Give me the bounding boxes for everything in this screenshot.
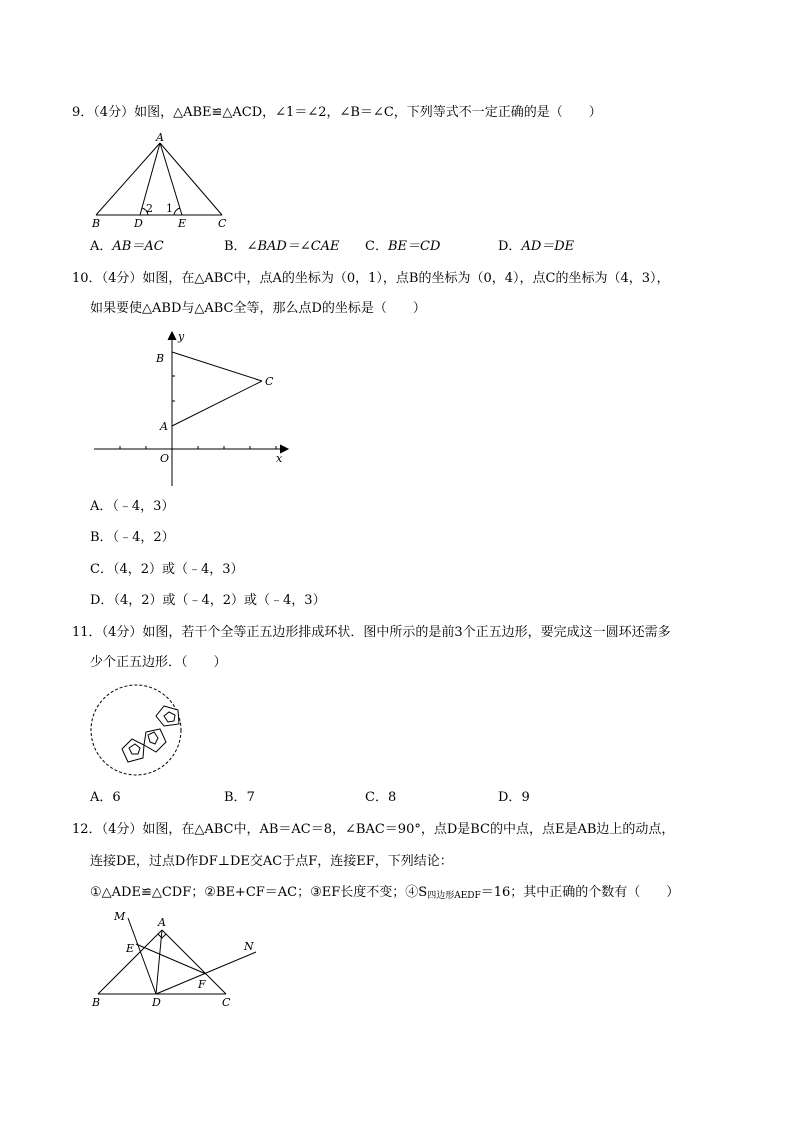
option-label: A． [90, 239, 113, 254]
q12-line-dm [128, 918, 156, 994]
question-score: （4分） [101, 625, 143, 640]
question-subscript: 四边形AEDF [427, 891, 481, 901]
q9-option-d [498, 238, 574, 256]
question-12-stem-line3 [90, 884, 679, 905]
option-text: （﹣4，3） [112, 499, 175, 514]
q10-y-arrow [168, 332, 176, 340]
question-9-stem: 9．（4分）如图，△ABE≌△ACD，∠1＝∠2，∠B＝∠C，下列等式不一定正确的是（ ） [72, 105, 602, 120]
q9-option-a [90, 238, 164, 256]
q10-option-b [90, 529, 175, 547]
q10-label-b: B [156, 352, 165, 365]
question-score: （4分） [101, 271, 143, 286]
option-label: D． [498, 239, 522, 254]
q9-figure [90, 133, 240, 233]
q9-label-a: A [156, 131, 164, 144]
option-label: B． [224, 239, 247, 254]
q12-label-c: C [222, 996, 231, 1009]
q12-label-n: N [244, 940, 254, 953]
option-text: ∠BAD＝∠CAE [246, 239, 340, 254]
q12-figure [90, 910, 270, 1010]
question-text: 如图，在△ABC中，点A的坐标为（0，1），点B的坐标为（0，4），点C的坐标为（4，3）， [142, 271, 670, 286]
question-score: （4分） [93, 105, 135, 120]
q10-side-bc [172, 352, 262, 381]
option-label: D． [498, 790, 522, 805]
q10-label-x: x [276, 452, 283, 465]
q11-option-d [498, 789, 530, 807]
question-12-stem-line2 [90, 853, 453, 871]
q9-label-d: D [134, 217, 143, 230]
q12-label-f: F [198, 978, 206, 991]
q10-option-d [90, 592, 326, 610]
q11-pentagon [122, 739, 144, 762]
question-10-stem-line2 [90, 300, 426, 318]
q10-label-c: C [265, 375, 274, 388]
option-text: BE＝CD [387, 239, 441, 254]
q10-label-o: O [160, 452, 170, 465]
option-label: B． [90, 530, 113, 545]
question-number: 12 [72, 822, 89, 837]
option-label: C． [365, 239, 388, 254]
q12-line-dn [156, 952, 256, 994]
question-number: 11 [72, 625, 89, 640]
option-label: A． [90, 790, 113, 805]
option-text: 8 [387, 790, 397, 805]
q10-option-a [90, 498, 174, 516]
option-text: 7 [246, 790, 255, 805]
option-label: D． [90, 593, 114, 608]
option-text: 6 [112, 790, 121, 805]
q11-pentagon [144, 729, 166, 752]
q10-side-ac [172, 381, 262, 426]
option-text: 9 [521, 790, 530, 805]
question-10-stem-line1: 10．（4分）如图，在△ABC中，点A的坐标为（0，1），点B的坐标为（0，4），点C的坐标为（4，3）， [72, 271, 670, 286]
option-text: （4，2）或（﹣4，3） [112, 562, 244, 577]
question-text: 如图，△ABE≌△ACD，∠1＝∠2，∠B＝∠C，下列等式不一定正确的是（ ） [134, 105, 602, 120]
q12-label-e: E [126, 942, 135, 955]
q9-label-e: E [178, 217, 187, 230]
question-score: （4分） [101, 822, 143, 837]
q12-segment-ad [156, 930, 162, 994]
q10-coordinate-figure [90, 328, 300, 488]
option-text: AD＝DE [521, 239, 575, 254]
question-text: 少个正五边形．（ ） [90, 655, 227, 670]
option-text: AB＝AC [112, 239, 164, 254]
q12-side-ac [162, 930, 226, 994]
question-number: 9 [72, 105, 81, 120]
question-text: ①△ADE≌△CDF；②BE+CF＝AC；③EF长度不变；④S [90, 885, 428, 900]
q12-label-a: A [158, 916, 166, 929]
q11-option-c [365, 789, 396, 807]
q9-label-b: B [92, 217, 101, 230]
q10-label-a: A [160, 420, 168, 433]
question-number: 10 [72, 271, 89, 286]
question-text: 如果要使△ABD与△ABC全等，那么点D的坐标是（ ） [90, 301, 426, 316]
q9-option-b [224, 238, 340, 256]
q11-option-a [90, 789, 121, 807]
q11-dashed-circle [91, 685, 181, 775]
question-12-stem-line1: 12．（4分）如图，在△ABC中，AB＝AC＝8，∠BAC＝90°，点D是BC的中点，点E是AB边上的动点， [72, 822, 675, 837]
option-text: （4，2）或（﹣4，2）或（﹣4，3） [113, 593, 326, 608]
q11-pentagon-ring-figure [86, 682, 196, 782]
q9-option-c [365, 238, 440, 256]
q9-label-c: C [218, 217, 227, 230]
question-11-stem-line2 [90, 654, 227, 672]
question-text: 如图，在△ABC中，AB＝AC＝8，∠BAC＝90°，点D是BC的中点，点E是AB边上的动点， [142, 822, 675, 837]
q10-option-c [90, 561, 244, 579]
option-text: （﹣4，2） [112, 530, 175, 545]
option-label: B． [224, 790, 247, 805]
q11-option-b [224, 789, 255, 807]
question-text: 如图，若干个全等正五边形排成环状．图中所示的是前3个正五边形，要完成这一圆环还需多 [142, 625, 671, 640]
q9-angle-1-arc [174, 208, 180, 215]
question-11-stem-line1: 11．（4分）如图，若干个全等正五边形排成环状．图中所示的是前3个正五边形，要完成这一圆环还需多 [72, 625, 671, 640]
question-text: 连接DE，过点D作DF⊥DE交AC于点F，连接EF，下列结论： [90, 854, 453, 869]
option-label: C． [365, 790, 388, 805]
q9-label-angle-1: 1 [166, 202, 173, 215]
question-text: ＝16；其中正确的个数有（ ） [480, 885, 680, 900]
q12-label-d: D [152, 996, 161, 1009]
q10-label-y: y [178, 330, 185, 343]
option-label: C． [90, 562, 113, 577]
option-label: A． [90, 499, 113, 514]
q12-label-m: M [114, 910, 126, 923]
q9-label-angle-2: 2 [146, 202, 153, 215]
q11-pentagon [156, 706, 179, 726]
q12-label-b: B [92, 996, 101, 1009]
